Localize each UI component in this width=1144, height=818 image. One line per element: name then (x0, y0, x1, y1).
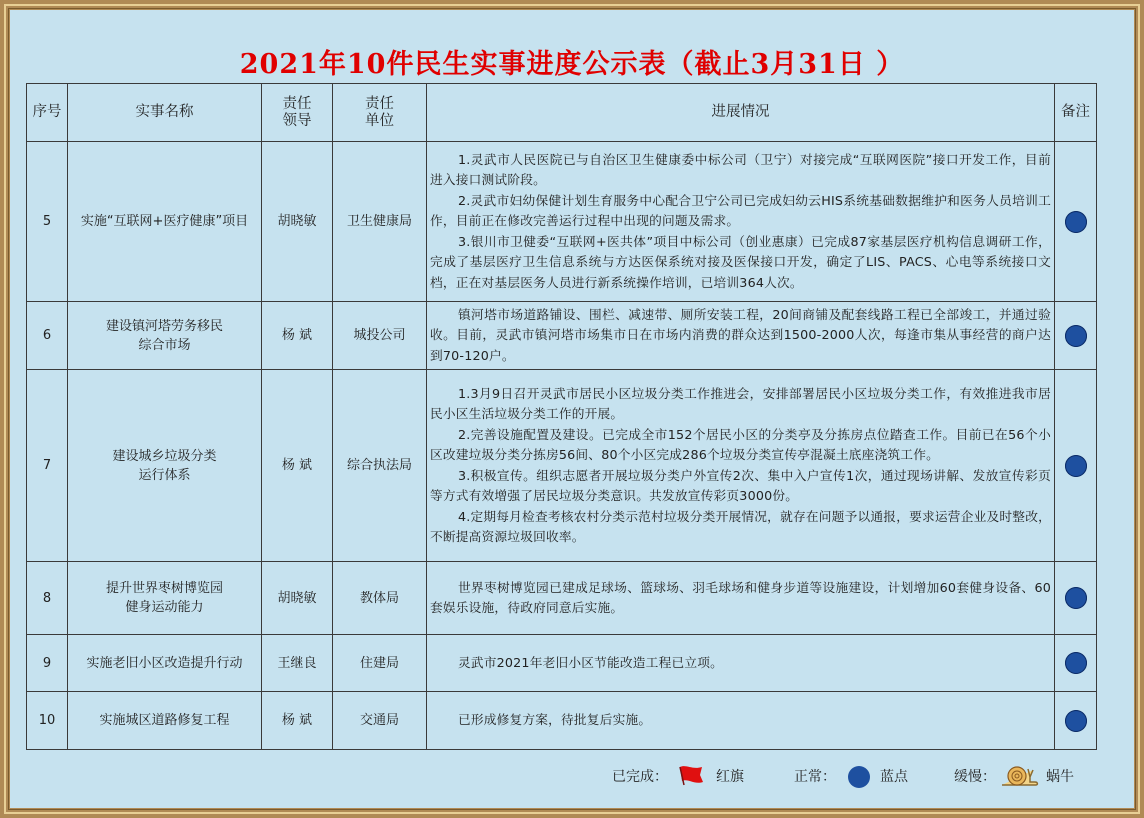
header-unit: 责任 单位 (333, 84, 427, 142)
row-progress (427, 370, 1055, 562)
row-unit: 教体局 (333, 562, 427, 635)
blue-dot-icon (1065, 652, 1087, 674)
progress-paragraph: 世界枣树博览园已建成足球场、篮球场、羽毛球场和健身步道等设施建设，计划增加60套健身设备、60套娱乐设施，待政府同意后实施。 (430, 579, 1051, 615)
row-leader: 杨 斌 (262, 692, 333, 750)
blue-dot-icon (1065, 325, 1087, 347)
blue-dot-icon (1065, 455, 1087, 477)
row-number: 7 (27, 370, 68, 562)
legend-normal-text: 蓝点 (880, 769, 908, 785)
blue-dot-icon (1065, 710, 1087, 732)
row-unit: 城投公司 (333, 302, 427, 370)
progress-paragraph: 1.3月9日召开灵武市居民小区垃圾分类工作推进会，安排部署居民小区垃圾分类工作，有效推进我市居民小区生活垃圾分类工作的开展。 (430, 385, 1051, 421)
row-unit: 住建局 (333, 635, 427, 692)
row-item-name: 建设镇河塔劳务移民 综合市场 (68, 302, 262, 370)
row-progress (427, 635, 1055, 692)
header-progress: 进展情况 (427, 84, 1055, 142)
red-flag-icon (676, 764, 706, 786)
table-row (27, 692, 1097, 750)
progress-paragraph: 3.银川市卫健委“互联网+医共体”项目中标公司（创业惠康）已完成87家基层医疗机构信息调研工作，完成了基层医疗卫生信息系统与方达医保系统对接及医保接口开发，确定了LIS、PACS、心电等系统接口文档，正在对基层医务人员进行新系统操作培训，已培训364人次。 (430, 233, 1051, 290)
row-progress (427, 142, 1055, 302)
snail-icon (1000, 763, 1040, 789)
row-remark (1055, 302, 1097, 370)
row-unit: 卫生健康局 (333, 142, 427, 302)
row-progress (427, 562, 1055, 635)
legend-normal-label: 正常： (794, 769, 836, 785)
row-leader: 胡晓敏 (262, 562, 333, 635)
row-item-name: 实施老旧小区改造提升行动 (68, 635, 262, 692)
row-remark (1055, 635, 1097, 692)
header-no: 序号 (27, 84, 68, 142)
row-number: 5 (27, 142, 68, 302)
row-leader: 王继良 (262, 635, 333, 692)
page-title: 2021年10件民生实事进度公示表（截止3月31日 ） (239, 49, 905, 80)
header-name: 实事名称 (68, 84, 262, 142)
row-number: 8 (27, 562, 68, 635)
legend-slow-text: 蜗牛 (1046, 769, 1074, 785)
blue-dot-icon (1065, 211, 1087, 233)
row-remark (1055, 562, 1097, 635)
table-row (27, 370, 1097, 562)
progress-table (26, 83, 1097, 750)
row-number: 6 (27, 302, 68, 370)
row-leader: 杨 斌 (262, 370, 333, 562)
progress-paragraph: 2.灵武市妇幼保健计划生育服务中心配合卫宁公司已完成妇幼云HIS系统基础数据维护和医务人员培训工作，目前正在修改完善运行过程中出现的问题及需求。 (430, 192, 1051, 229)
row-leader: 胡晓敏 (262, 142, 333, 302)
row-item-name: 建设城乡垃圾分类 运行体系 (68, 370, 262, 562)
row-item-name: 提升世界枣树博览园 健身运动能力 (68, 562, 262, 635)
progress-paragraph: 3.积极宣传。组织志愿者开展垃圾分类户外宣传2次、集中入户宣传1次，通过现场讲解、发放宣传彩页等方式有效增强了居民垃圾分类意识。共发放宣传彩页3000份。 (430, 467, 1051, 503)
table-row (27, 142, 1097, 302)
row-leader: 杨 斌 (262, 302, 333, 370)
table-row (27, 302, 1097, 370)
table-row (27, 635, 1097, 692)
row-item-name: 实施城区道路修复工程 (68, 692, 262, 750)
legend-slow-label: 缓慢： (954, 769, 996, 785)
header-remark: 备注 (1055, 84, 1097, 142)
blue-dot-icon (848, 766, 870, 788)
progress-paragraph: 4.定期每月检查考核农村分类示范村垃圾分类开展情况，就存在问题予以通报，要求运营企业及时整改，不断提高资源垃圾回收率。 (430, 508, 1051, 544)
progress-paragraph: 已形成修复方案，待批复后实施。 (457, 712, 652, 728)
row-remark (1055, 370, 1097, 562)
row-item-name: 实施“互联网+医疗健康”项目 (68, 142, 262, 302)
row-number: 9 (27, 635, 68, 692)
header-leader: 责任 领导 (262, 84, 333, 142)
blue-dot-icon (1065, 587, 1087, 609)
row-remark (1055, 692, 1097, 750)
row-unit: 综合执法局 (333, 370, 427, 562)
progress-paragraph: 2.完善设施配置及建设。已完成全市152个居民小区的分类亭及分拣房点位踏查工作。目前已在56个小区改建垃圾分类分拣房56间、80个小区完成286个垃圾分类宣传亭混凝土底座浇筑工作。 (430, 426, 1051, 462)
table-row (27, 562, 1097, 635)
row-remark (1055, 142, 1097, 302)
legend-done-label: 已完成： (612, 769, 668, 785)
progress-paragraph: 镇河塔市场道路铺设、围栏、减速带、厕所安装工程，20间商铺及配套线路工程已全部竣工，并通过验收。目前，灵武市镇河塔市场集市日在市场内消费的群众达到1500-2000人次，每逢市集从事经营的商户达到70-120户。 (430, 306, 1051, 363)
table-header-row (27, 84, 1097, 142)
row-unit: 交通局 (333, 692, 427, 750)
row-progress (427, 692, 1055, 750)
legend-done-text: 红旗 (716, 769, 744, 785)
row-progress (427, 302, 1055, 370)
row-number: 10 (27, 692, 68, 750)
progress-paragraph: 灵武市2021年老旧小区节能改造工程已立项。 (457, 654, 724, 670)
progress-paragraph: 1.灵武市人民医院已与自治区卫生健康委中标公司（卫宁）对接完成“互联网医院”接口开发工作，目前进入接口测试阶段。 (430, 151, 1051, 188)
